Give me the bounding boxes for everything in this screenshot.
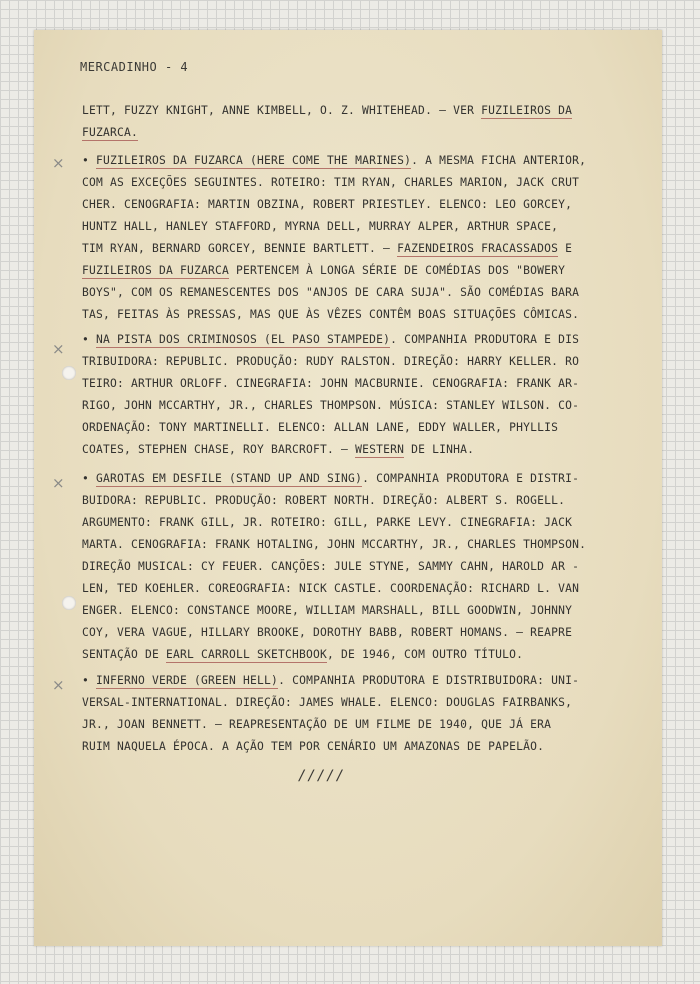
- film-title: NA PISTA DOS CRIMINOSOS (EL PASO STAMPEDE): [96, 333, 391, 346]
- genre-term: WESTERN: [355, 443, 405, 456]
- end-marker: /////: [298, 768, 346, 784]
- film-title: GAROTAS EM DESFILE (STAND UP AND SING): [96, 472, 363, 485]
- margin-check-mark: ×: [52, 676, 65, 694]
- paragraph-continuation: LETT, FUZZY KNIGHT, ANNE KIMBELL, O. Z. WHITEHEAD. — VER FUZILEIROS DA FUZARCA.: [82, 104, 573, 139]
- film-title: FUZARCA.: [82, 126, 139, 139]
- margin-check-mark: ×: [52, 154, 65, 172]
- punch-hole: [62, 596, 76, 610]
- entry-na-pista-dos-criminosos: • NA PISTA DOS CRIMINOSOS (EL PASO STAMPEDE). COMPANHIA PRODUTORA E DIS TRIBUIDORA: REPUBLIC. PRODUÇÃO: RUDY RALSTON. DIREÇÃO: HARRY KELLER. RO TEIRO: ARTHUR ORLOFF. CINEGRAFIA: JOHN MACBURNIE. CENOGRAFIA: FRANK AR- RIGO, JOHN MCCARTHY, JR., CHARLES THOMPSON. MÚSICA: STANLEY WILSON. CO- ORDENAÇÃO: TONY MARTINELLI. ELENCO: ALLAN LANE, EDDY WALLER, PHYLLIS COATES, STEPHEN CHASE, ROY BARCROFT. — WESTERN DE LINHA.: [82, 333, 580, 456]
- film-title: FAZENDEIROS FRACASSADOS: [397, 242, 559, 255]
- film-title: EARL CARROLL SKETCHBOOK: [166, 648, 328, 661]
- film-title: FUZILEIROS DA FUZARCA (HERE COME THE MARINES): [96, 154, 412, 167]
- punch-hole: [62, 366, 76, 380]
- entry-fuzileiros-da-fuzarca: • FUZILEIROS DA FUZARCA (HERE COME THE MARINES). A MESMA FICHA ANTERIOR, COM AS EXCEÇÕES SEGUINTES. ROTEIRO: TIM RYAN, CHARLES MARION, JACK CRUT CHER. CENOGRAFIA: MARTIN OBZINA, ROBERT PRIESTLEY. ELENCO: LEO GORCEY, HUNTZ HALL, HANLEY STAFFORD, MYRNA DELL, MURRAY ALPER, ARTHUR SPACE, TIM RYAN, BERNARD GORCEY, BENNIE BARTLETT. — FAZENDEIROS FRACASSADOS E FUZILEIROS DA FUZARCA PERTENCEM À LONGA SÉRIE DE COMÉDIAS DOS "BOWERY BOYS", COM OS REMANESCENTES DOS "ANJOS DE CARA SUJA". SÃO COMÉDIAS BARA TAS, FEITAS ÀS PRESSAS, MAS QUE ÀS VÊZES CONTÊM BOAS SITUAÇÕES CÔMICAS.: [82, 154, 587, 321]
- margin-check-mark: ×: [52, 340, 65, 358]
- film-title: FUZILEIROS DA FUZARCA: [82, 264, 230, 277]
- entry-inferno-verde: • INFERNO VERDE (GREEN HELL). COMPANHIA PRODUTORA E DISTRIBUIDORA: UNI- VERSAL-INTERNATIONAL. DIREÇÃO: JAMES WHALE. ELENCO: DOUGLAS FAIRBANKS, JR., JOAN BENNETT. — REAPRESENTAÇÃO DE UM FILME DE 1940, QUE JÁ ERA RUIM NAQUELA ÉPOCA. A AÇÃO TEM POR CENÁRIO UM AMAZONAS DE PAPELÃO.: [82, 674, 580, 753]
- film-title: INFERNO VERDE (GREEN HELL): [96, 674, 279, 687]
- page-header: MERCADINHO - 4: [80, 60, 189, 74]
- film-title: FUZILEIROS DA: [481, 104, 573, 117]
- margin-check-mark: ×: [52, 474, 65, 492]
- typed-page: [34, 30, 662, 946]
- entry-garotas-em-desfile: • GAROTAS EM DESFILE (STAND UP AND SING). COMPANHIA PRODUTORA E DISTRI- BUIDORA: REPUBLIC. PRODUÇÃO: ROBERT NORTH. DIREÇÃO: ALBERT S. ROGELL. ARGUMENTO: FRANK GILL, JR. ROTEIRO: GILL, PARKE LEVY. CINEGRAFIA: JACK MARTA. CENOGRAFIA: FRANK HOTALING, JOHN MCCARTHY, JR., CHARLES THOMPSON. DIREÇÃO MUSICAL: CY FEUER. CANÇÕES: JULE STYNE, SAMMY CAHN, HAROLD AR - LEN, TED KOEHLER. COREOGRAFIA: NICK CASTLE. COORDENAÇÃO: RICHARD L. VAN ENGER. ELENCO: CONSTANCE MOORE, WILLIAM MARSHALL, BILL GOODWIN, JOHNNY COY, VERA VAGUE, HILLARY BROOKE, DOROTHY BABB, ROBERT HOMANS. — REAPRE SENTAÇÃO DE EARL CARROLL SKETCHBOOK, DE 1946, COM OUTRO TÍTULO.: [82, 472, 587, 661]
